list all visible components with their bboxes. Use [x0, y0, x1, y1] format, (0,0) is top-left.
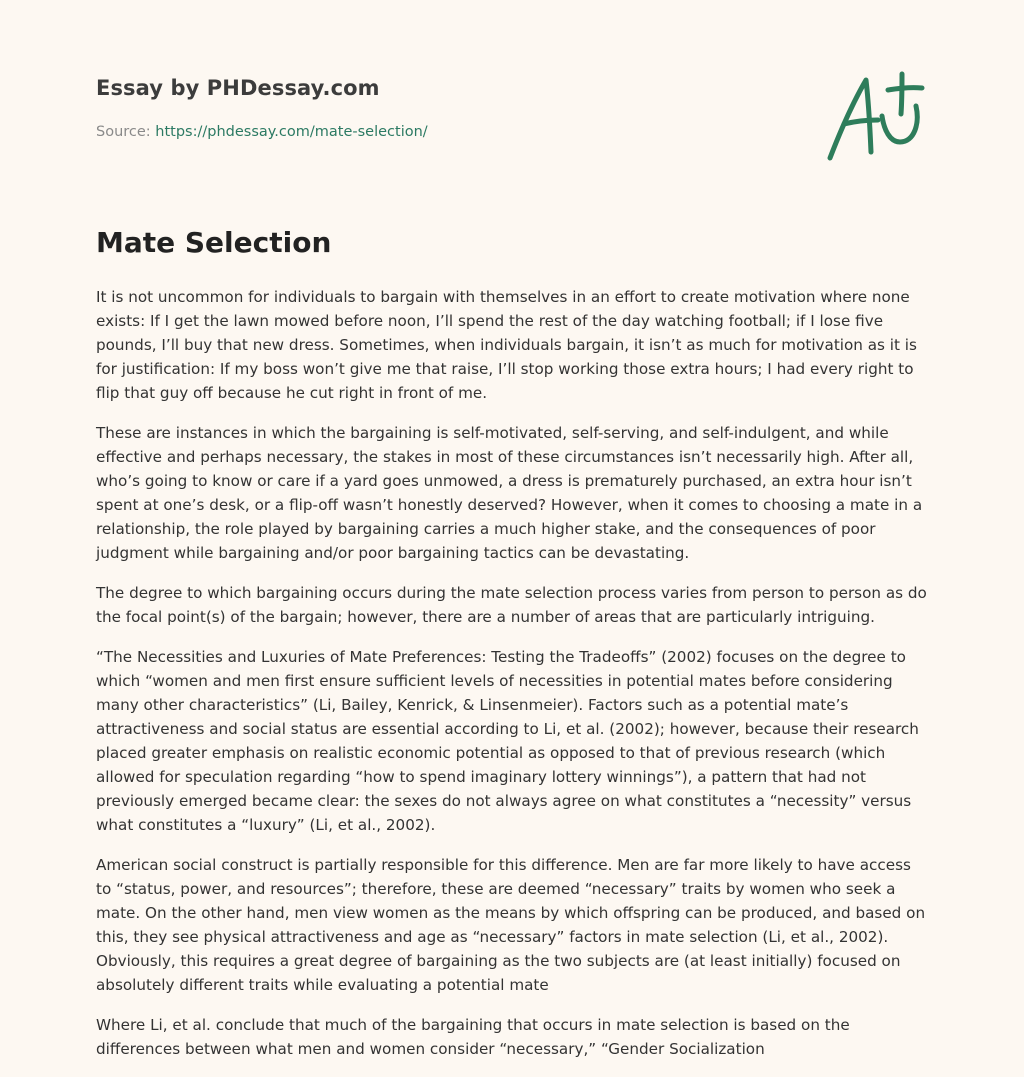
essay-paragraph: The degree to which bargaining occurs during the mate selection process varies from person to person as do the focal point(s) of the bargain; however, there are a number of areas that are particularly intriguing.	[96, 584, 927, 626]
a-plus-logo-icon	[822, 66, 932, 166]
essay-body	[96, 285, 930, 1077]
essay-title: Mate Selection	[96, 226, 332, 259]
essay-paragraph: It is not uncommon for individuals to bargain with themselves in an effort to create motivation where none exists: If I get the lawn mowed before noon, I’ll spend the rest of the day watching football; if I lose five pounds, I’ll buy that new dress. Sometimes, when individuals bargain, it isn’t as much for motivation as it is for justification: If my boss won’t give me that raise, I’ll stop working those extra hours; I had every right to flip that guy off because he cut right in front of me.	[96, 288, 917, 402]
source-link[interactable]: https://phdessay.com/mate-selection/	[155, 124, 428, 140]
brand-title: Essay by PHDessay.com	[96, 76, 380, 100]
essay-paragraph: These are instances in which the bargaining is self-motivated, self-serving, and self-indulgent, and while effective and perhaps necessary, the stakes in most of these circumstances isn’t necessarily high. After all, who’s going to know or care if a yard goes unmowed, a dress is prematurely purchased, an extra hour isn’t spent at one’s desk, or a flip-off wasn’t honestly deserved? However, when it comes to choosing a mate in a relationship, the role played by bargaining carries a much higher stake, and the consequences of poor judgment while bargaining and/or poor bargaining tactics can be devastating.	[96, 424, 923, 562]
source-line	[96, 124, 428, 140]
essay-paragraph: “The Necessities and Luxuries of Mate Preferences: Testing the Tradeoffs” (2002) focuses on the degree to which “women and men first ensure sufficient levels of necessities in potential mates before considering many other characteristics” (Li, Bailey, Kenrick, & Linsenmeier). Factors such as a potential mate’s attractiveness and social status are essential according to Li, et al. (2002); however, because their research placed greater emphasis on realistic economic potential as opposed to that of previous research (which allowed for speculation regarding “how to spend imaginary lottery winnings”), a pattern that had not previously emerged became clear: the sexes do not always agree on what constitutes a “necessity” versus what constitutes a “luxury” (Li, et al., 2002).	[96, 648, 919, 834]
essay-paragraph: Where Li, et al. conclude that much of the bargaining that occurs in mate selection is based on the differences between what men and women consider “necessary,” “Gender Socialization	[96, 1016, 850, 1058]
essay-paragraph: American social construct is partially responsible for this difference. Men are far more likely to have access to “status, power, and resources”; therefore, these are deemed “necessary” traits by women who seek a mate. On the other hand, men view women as the means by which offspring can be produced, and based on this, they see physical attractiveness and age as “necessary” factors in mate selection (Li, et al., 2002). Obviously, this requires a great degree of bargaining as the two subjects are (at least initially) focused on absolutely different traits while evaluating a potential mate	[96, 856, 926, 994]
source-label: Source:	[96, 124, 156, 140]
